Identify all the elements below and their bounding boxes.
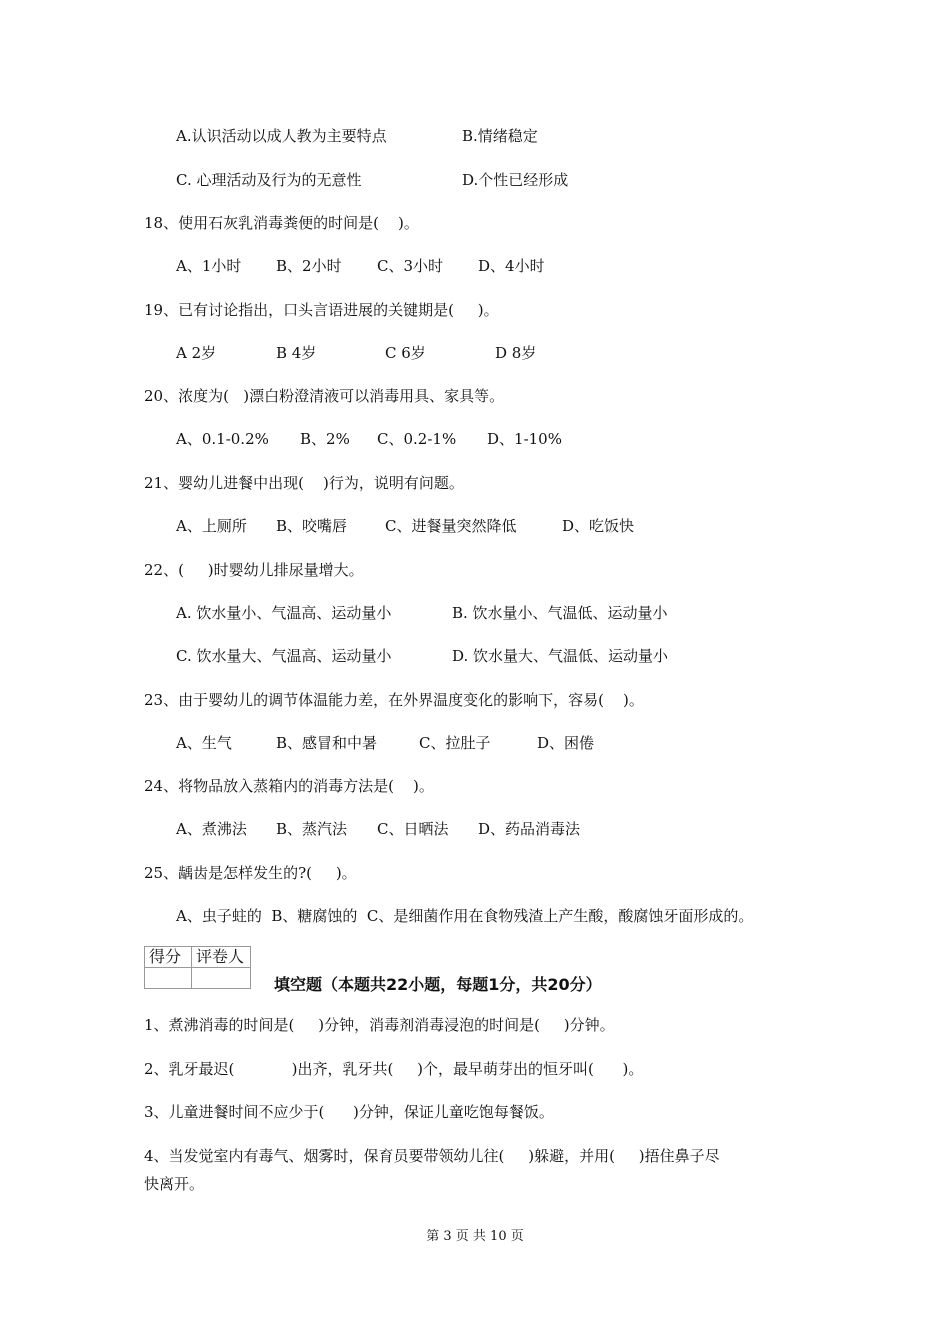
q20-option-b: B、2% xyxy=(300,430,350,448)
q19-option-c: C 6岁 xyxy=(385,344,426,362)
q18-option-b: B、2小时 xyxy=(276,257,342,275)
q22-option-b: B. 饮水量小、气温低、运动量小 xyxy=(452,604,668,622)
q17-option-b: B.情绪稳定 xyxy=(462,127,538,145)
q21-option-c: C、进餐量突然降低 xyxy=(385,517,517,535)
q23-stem: 23、由于婴幼儿的调节体温能力差，在外界温度变化的影响下，容易( )。 xyxy=(144,691,644,709)
q17-option-d: D.个性已经形成 xyxy=(462,171,569,189)
fill-q1: 1、煮沸消毒的时间是( )分钟，消毒剂消毒浸泡的时间是( )分钟。 xyxy=(144,1016,615,1034)
q18-stem: 18、使用石灰乳消毒粪便的时间是( )。 xyxy=(144,214,419,232)
score-cell xyxy=(145,968,192,989)
fill-q4-line2: 快离开。 xyxy=(144,1175,205,1193)
q19-option-d: D 8岁 xyxy=(495,344,537,362)
fill-q4-line1: 4、当发觉室内有毒气、烟雾时，保育员要带领幼儿往( )躲避，并用( )捂住鼻子尽 xyxy=(144,1147,720,1165)
q21-option-b: B、咬嘴唇 xyxy=(276,517,348,535)
q23-option-b: B、感冒和中暑 xyxy=(276,734,378,752)
q20-option-a: A、0.1-0.2% xyxy=(176,430,269,448)
q24-option-c: C、日晒法 xyxy=(377,820,449,838)
q25-options: A、虫子蛀的 B、糖腐蚀的 C、是细菌作用在食物残渣上产生酸，酸腐蚀牙面形成的。 xyxy=(176,907,754,925)
q24-option-d: D、药品消毒法 xyxy=(478,820,581,838)
q23-option-d: D、困倦 xyxy=(537,734,595,752)
fill-q3: 3、儿童进餐时间不应少于( )分钟，保证儿童吃饱每餐饭。 xyxy=(144,1103,554,1121)
score-label: 得分 xyxy=(145,947,192,968)
fill-q2: 2、乳牙最迟( )出齐，乳牙共( )个，最早萌芽出的恒牙叫( )。 xyxy=(144,1060,644,1078)
q21-option-d: D、吃饭快 xyxy=(562,517,635,535)
q24-option-b: B、蒸汽法 xyxy=(276,820,348,838)
q18-option-c: C、3小时 xyxy=(377,257,444,275)
section-title: 填空题（本题共22小题，每题1分，共20分） xyxy=(274,975,602,994)
q24-stem: 24、将物品放入蒸箱内的消毒方法是( )。 xyxy=(144,777,434,795)
q22-stem: 22、( )时婴幼儿排尿量增大。 xyxy=(144,561,364,579)
q22-option-a: A. 饮水量小、气温高、运动量小 xyxy=(176,604,392,622)
q21-option-a: A、上厕所 xyxy=(176,517,247,535)
q22-option-c: C. 饮水量大、气温高、运动量小 xyxy=(176,647,392,665)
q18-option-a: A、1小时 xyxy=(176,257,242,275)
q21-stem: 21、婴幼儿进餐中出现( )行为，说明有问题。 xyxy=(144,474,464,492)
q18-option-d: D、4小时 xyxy=(478,257,545,275)
score-box xyxy=(144,946,251,989)
q20-option-c: C、0.2-1% xyxy=(377,430,457,448)
page-footer: 第 3 页 共 10 页 xyxy=(426,1229,524,1244)
q25-stem: 25、龋齿是怎样发生的?( )。 xyxy=(144,864,357,882)
q23-option-a: A、生气 xyxy=(176,734,232,752)
grader-label: 评卷人 xyxy=(192,947,251,968)
q19-option-a: A 2岁 xyxy=(176,344,217,362)
q24-option-a: A、煮沸法 xyxy=(176,820,247,838)
q17-option-a: A.认识活动以成人教为主要特点 xyxy=(176,127,387,145)
q17-option-c: C. 心理活动及行为的无意性 xyxy=(176,171,362,189)
q19-stem: 19、已有讨论指出，口头言语进展的关键期是( )。 xyxy=(144,301,499,319)
q22-option-d: D. 饮水量大、气温低、运动量小 xyxy=(452,647,669,665)
q20-stem: 20、浓度为( )漂白粉澄清液可以消毒用具、家具等。 xyxy=(144,387,505,405)
q19-option-b: B 4岁 xyxy=(276,344,317,362)
grader-cell xyxy=(192,968,251,989)
q20-option-d: D、1-10% xyxy=(487,430,562,448)
q23-option-c: C、拉肚子 xyxy=(419,734,491,752)
